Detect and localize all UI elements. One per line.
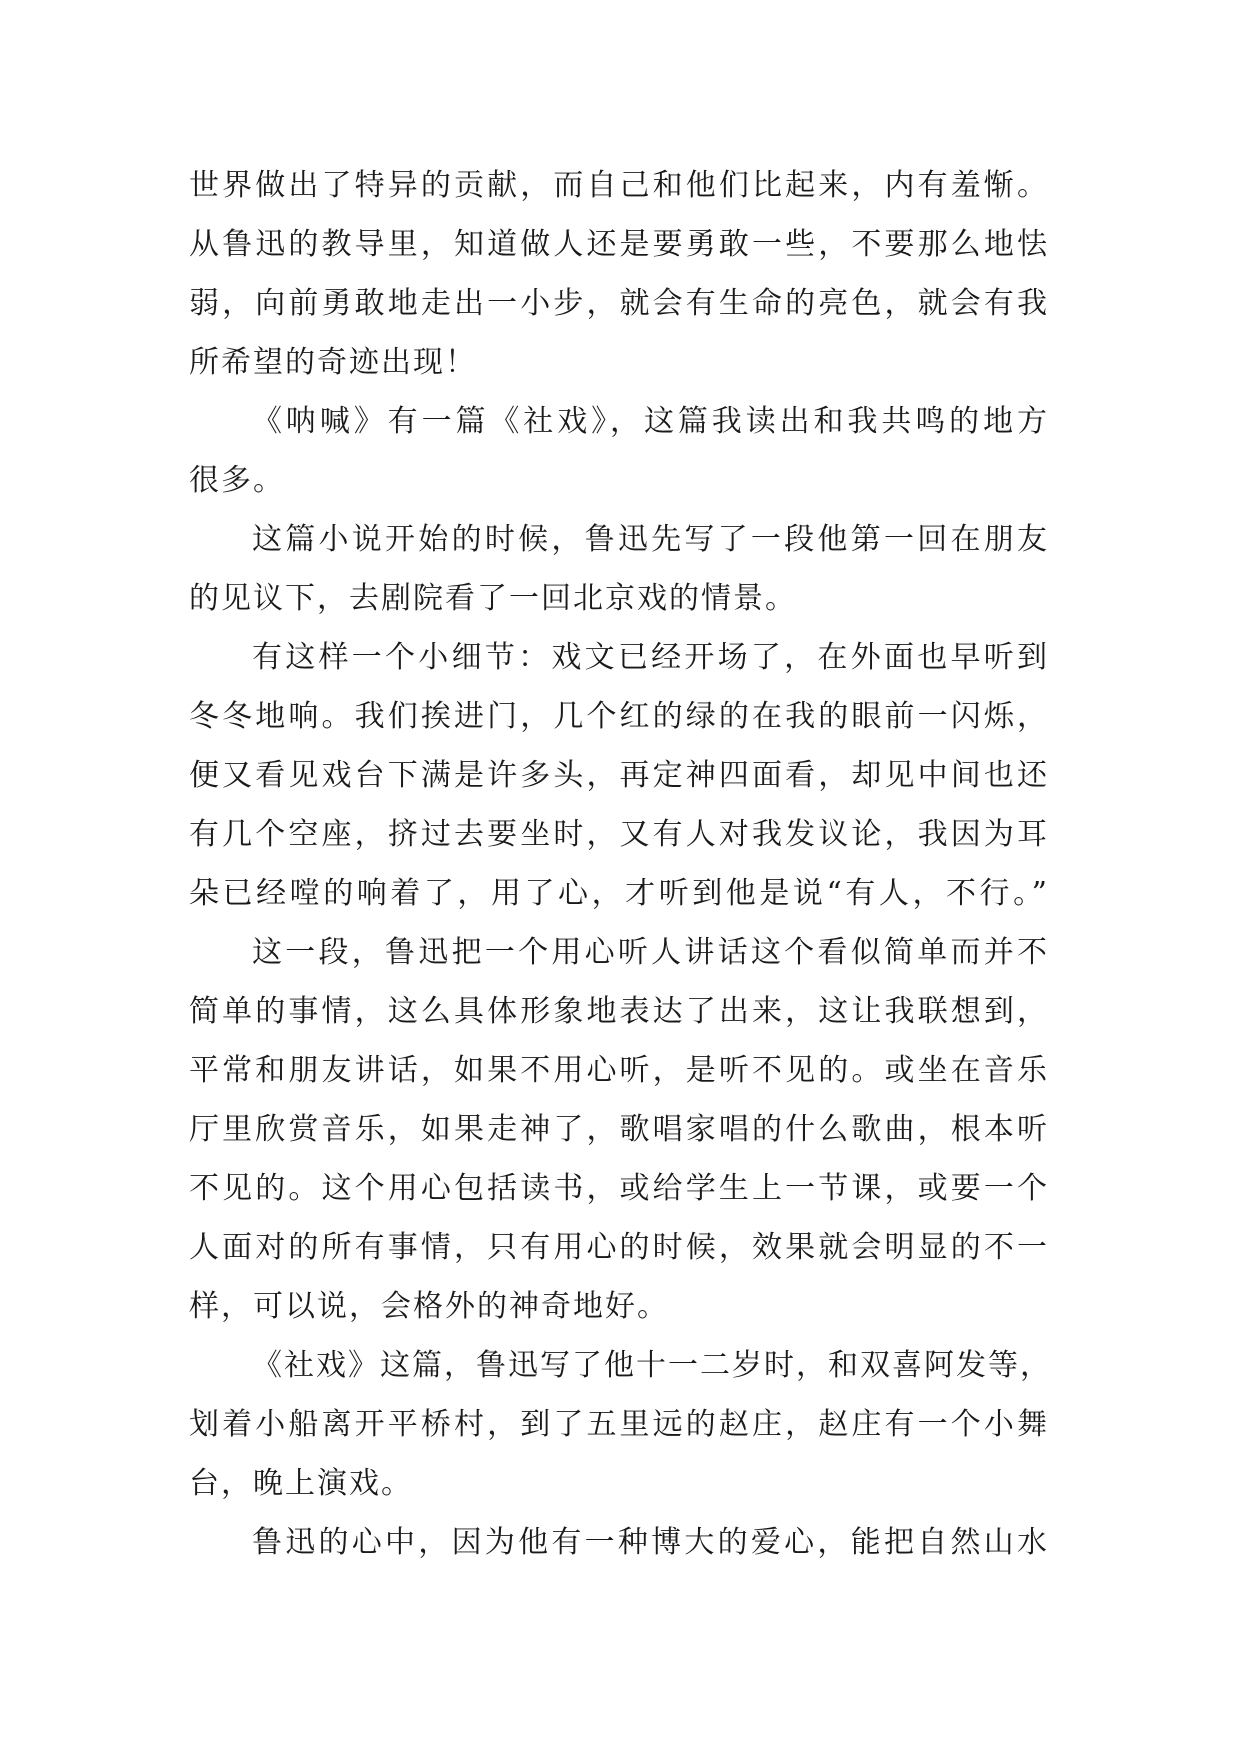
text-line: 朵已经嘡的响着了，用了心，才听到他是说“有人，不行。” — [189, 876, 1049, 911]
text-line: 冬冬地响。我们挨进门，几个红的绿的在我的眼前一闪烁， — [189, 699, 1049, 734]
text-line: 平常和朋友讲话，如果不用心听，是听不见的。或坐在音乐 — [189, 1053, 1049, 1088]
text-line: 所希望的奇迹出现！ — [189, 345, 477, 380]
text-line: 人面对的所有事情，只有用心的时候，效果就会明显的不一 — [189, 1230, 1049, 1265]
text-line: 划着小船离开平桥村，到了五里远的赵庄，赵庄有一个小舞 — [189, 1407, 1049, 1442]
text-line: 弱，向前勇敢地走出一小步，就会有生命的亮色，就会有我 — [189, 286, 1049, 321]
text-line: 有几个空座，挤过去要坐时，又有人对我发议论，我因为耳 — [189, 817, 1049, 852]
text-line: 的见议下，去剧院看了一回北京戏的情景。 — [189, 581, 797, 616]
text-line: 这一段，鲁迅把一个用心听人讲话这个看似简单而并不 — [252, 935, 1049, 970]
text-line: 《呐喊》有一篇《社戏》，这篇我读出和我共鸣的地方 — [252, 404, 1049, 439]
text-line: 从鲁迅的教导里，知道做人还是要勇敢一些，不要那么地怯 — [189, 227, 1049, 262]
text-line: 样，可以说，会格外的神奇地好。 — [189, 1289, 669, 1324]
body-text — [189, 156, 1052, 1572]
text-line: 鲁迅的心中，因为他有一种博大的爱心，能把自然山水 — [252, 1525, 1049, 1560]
text-line: 有这样一个小细节：戏文已经开场了，在外面也早听到 — [252, 640, 1049, 675]
text-line: 《社戏》这篇，鲁迅写了他十一二岁时，和双喜阿发等， — [252, 1348, 1052, 1383]
text-line: 很多。 — [189, 463, 285, 498]
text-line: 台，晚上演戏。 — [189, 1466, 413, 1501]
text-line: 便又看见戏台下满是许多头，再定神四面看，却见中间也还 — [189, 758, 1049, 793]
text-line: 不见的。这个用心包括读书，或给学生上一节课，或要一个 — [189, 1171, 1049, 1206]
text-line: 世界做出了特异的贡献，而自己和他们比起来，内有羞惭。 — [189, 168, 1049, 203]
text-line: 厅里欣赏音乐，如果走神了，歌唱家唱的什么歌曲，根本听 — [189, 1112, 1049, 1147]
text-line: 这篇小说开始的时候，鲁迅先写了一段他第一回在朋友 — [252, 522, 1049, 557]
text-line: 简单的事情，这么具体形象地表达了出来，这让我联想到， — [189, 994, 1049, 1029]
